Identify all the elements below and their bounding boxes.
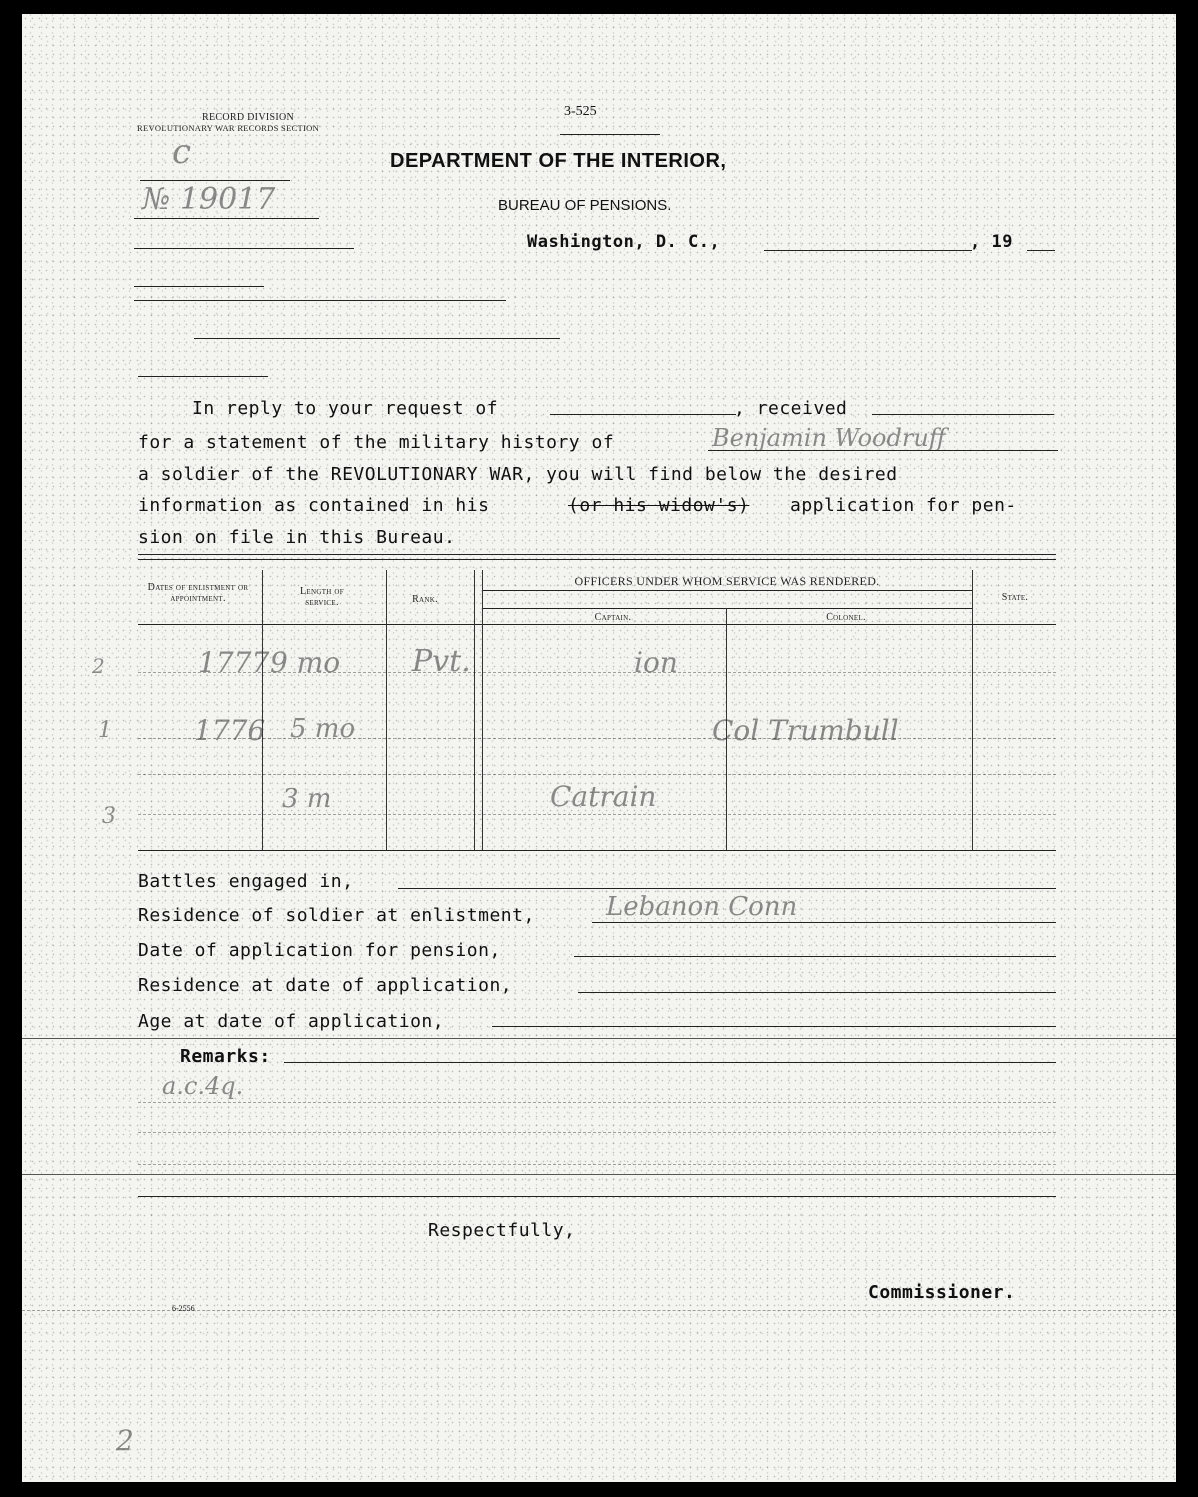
- record-section-label: REVOLUTIONARY WAR RECORDS SECTION: [137, 123, 320, 133]
- row-1-length: 9 mo: [270, 646, 341, 679]
- letter-line-4-strikethrough: (or his widow's): [568, 495, 750, 516]
- residence-application-label: Residence at date of application,: [138, 975, 513, 996]
- col-header-captain: Captain.: [594, 612, 632, 623]
- letter-line-4b: application for pen-: [790, 495, 1017, 516]
- residence-enlistment-value: Lebanon Conn: [606, 892, 798, 922]
- row-3-number: 3: [102, 804, 116, 829]
- remarks-handwritten: a.c.4q.: [162, 1072, 244, 1100]
- row-2-length: 5 mo: [290, 714, 356, 744]
- row-2-number: 1: [98, 718, 112, 743]
- date-application-label: Date of application for pension,: [138, 940, 501, 961]
- pension-form-page: [22, 14, 1176, 1482]
- battles-label: Battles engaged in,: [138, 871, 354, 892]
- handwritten-mark-c: c: [172, 132, 192, 172]
- row-1-captain: ion: [634, 646, 678, 679]
- form-number: 3-525: [564, 104, 597, 119]
- row-1-rank: Pvt.: [412, 644, 471, 679]
- col-header-officers: OFFICERS UNDER WHOM SERVICE WAS RENDERED.: [574, 574, 880, 588]
- form-code: 6-2556: [172, 1304, 195, 1313]
- handwritten-file-number: № 19017: [142, 182, 276, 217]
- row-2-date: 1776: [194, 714, 266, 747]
- col-header-rank: Rank.: [412, 594, 438, 605]
- row-1-date: 1777: [198, 646, 270, 679]
- letter-line-1a: In reply to your request of: [192, 398, 499, 419]
- row-1-number: 2: [92, 654, 105, 678]
- row-2-colonel: Col Trumbull: [712, 714, 899, 747]
- letter-line-2a: for a statement of the military history of: [138, 432, 615, 453]
- residence-enlistment-label: Residence of soldier at enlistment,: [138, 905, 535, 926]
- department-title: DEPARTMENT OF THE INTERIOR,: [390, 150, 727, 172]
- age-application-label: Age at date of application,: [138, 1011, 445, 1032]
- col-header-state: State.: [1001, 592, 1029, 603]
- row-3-length: 3 m: [282, 784, 332, 814]
- letter-line-1b: , received: [734, 398, 848, 419]
- col-header-length: Length of service.: [300, 586, 344, 608]
- handwritten-mark-bottom: 2: [116, 1424, 134, 1457]
- letter-line-3: a soldier of the REVOLUTIONARY WAR, you will find below the desired: [138, 464, 898, 485]
- respectfully-label: Respectfully,: [428, 1220, 576, 1241]
- commissioner-label: Commissioner.: [868, 1282, 1016, 1303]
- record-division-label: RECORD DIVISION: [202, 112, 294, 123]
- letter-line-4a: information as contained in his: [138, 495, 490, 516]
- place-label: Washington, D. C.,: [527, 232, 721, 252]
- col-header-colonel: Colonel.: [826, 612, 866, 623]
- handwritten-soldier-name: Benjamin Woodruff: [712, 424, 946, 452]
- bureau-title: BUREAU OF PENSIONS.: [498, 197, 672, 214]
- col-header-dates: Dates of enlistment or appointment.: [147, 582, 249, 604]
- row-3-captain: Catrain: [550, 780, 657, 813]
- remarks-label: Remarks:: [180, 1046, 271, 1067]
- year-label: , 19: [970, 232, 1013, 252]
- letter-line-5: sion on file in this Bureau.: [138, 527, 456, 548]
